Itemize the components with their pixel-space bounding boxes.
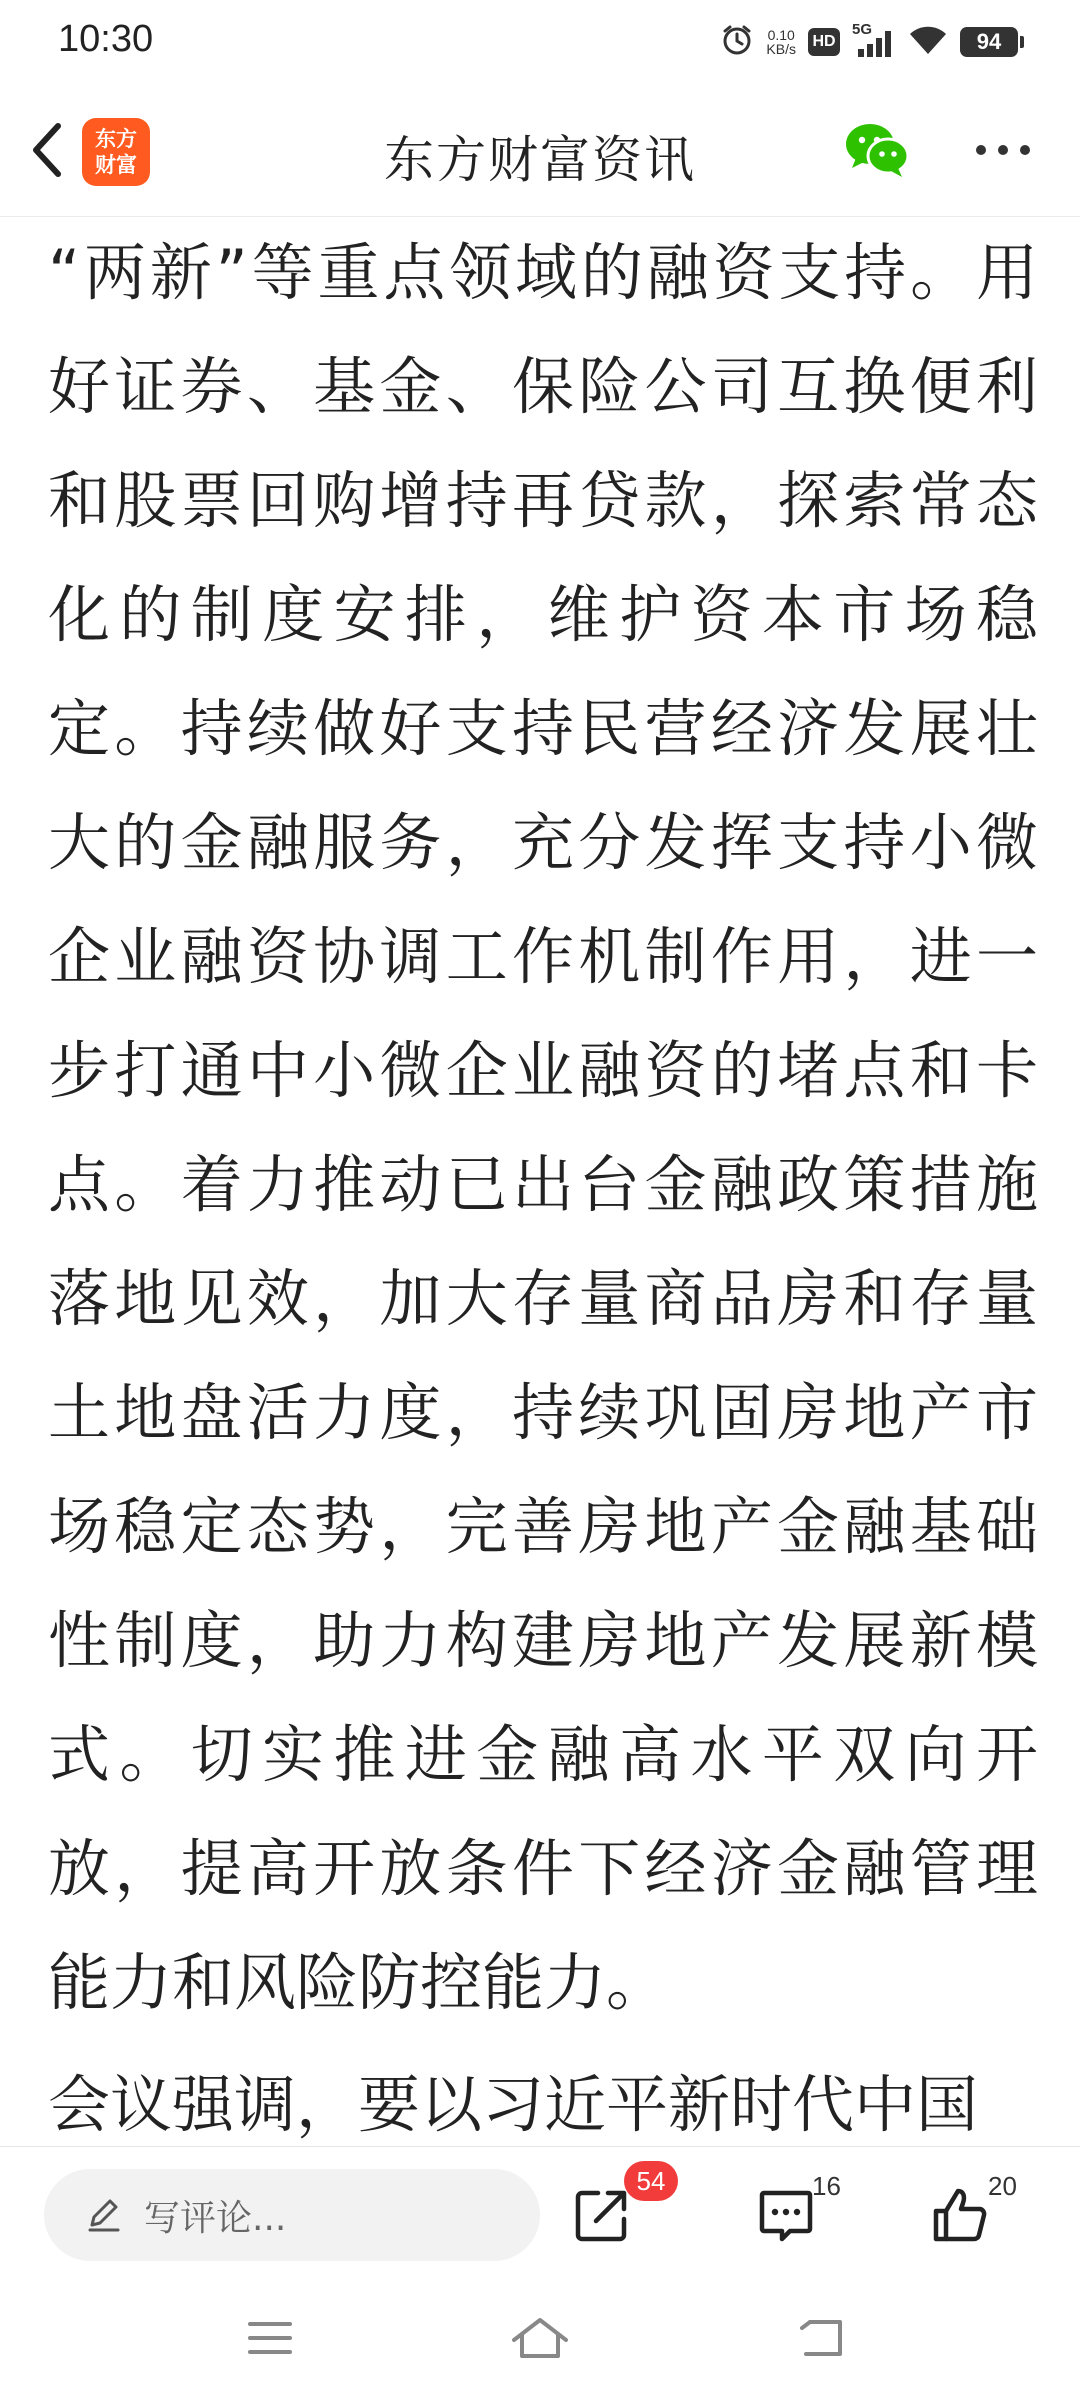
nav-home-button[interactable] <box>500 2308 580 2368</box>
nav-back-button[interactable] <box>782 2308 862 2368</box>
article-paragraph: “两新”等重点领域的融资支持。用好证券、基金、保险公司互换便利和股票回购增持再贷款，探索常态化的制度安排，维护资本市场稳定。持续做好支持民营经济发展壮大的金融服务，充分发挥支持小微企业融资协调工作机制作用，进一步打通中小微企业融资的堵点和卡点。着力推动已出台金融政策措施落地见效，加大存量商品房和存量土地盘活力度，持续巩固房地产市场稳定态势，完善房地产金融基础性制度，助力构建房地产发展新模式。切实推进金融高水平双向开放，提高开放条件下经济金融管理能力和风险防控能力。 <box>48 236 1038 2019</box>
likes-count: 20 <box>988 2171 1017 2201</box>
comment-icon <box>756 2185 816 2245</box>
status-bar <box>0 0 1080 84</box>
status-time: 10:30 <box>58 18 154 60</box>
wechat-share-button[interactable] <box>844 120 910 180</box>
page-title: 东方财富资讯 <box>384 131 696 189</box>
more-button[interactable] <box>968 124 1038 176</box>
article-paragraph: 会议强调，要以习近平新时代中国 <box>48 2068 979 2141</box>
comment-placeholder: 写评论... <box>144 2197 287 2239</box>
home-icon <box>510 2316 570 2360</box>
net-speed-unit: KB/s <box>766 41 796 57</box>
hd-icon: HD <box>808 28 840 56</box>
share-count-badge: 54 <box>624 2161 678 2201</box>
comments-count: 16 <box>812 2171 841 2201</box>
alarm-icon <box>720 23 754 61</box>
wifi-icon <box>908 24 948 60</box>
more-dots-icon <box>975 143 1031 157</box>
action-bar <box>0 2146 1080 2269</box>
battery-icon: 94 <box>960 27 1018 57</box>
wechat-icon <box>844 120 910 180</box>
status-icons <box>720 22 1018 62</box>
logo-line-1: 东方 <box>95 127 137 151</box>
menu-lines-icon <box>246 2318 294 2358</box>
signal-label: 5G <box>852 21 873 38</box>
nav-recents-button[interactable] <box>230 2308 310 2368</box>
signal-5g-icon <box>852 21 896 59</box>
back-arrow-icon <box>796 2316 848 2360</box>
header <box>0 84 1080 217</box>
system-nav-bar <box>0 2268 1080 2408</box>
logo-line-2: 财富 <box>95 153 137 177</box>
article-body <box>48 216 1038 2146</box>
comment-input[interactable] <box>44 2169 540 2261</box>
net-speed <box>766 28 796 56</box>
net-speed-value: 0.10 <box>767 27 795 43</box>
thumbs-up-icon <box>930 2185 990 2245</box>
pencil-icon <box>84 2195 124 2235</box>
share-icon <box>572 2185 632 2245</box>
